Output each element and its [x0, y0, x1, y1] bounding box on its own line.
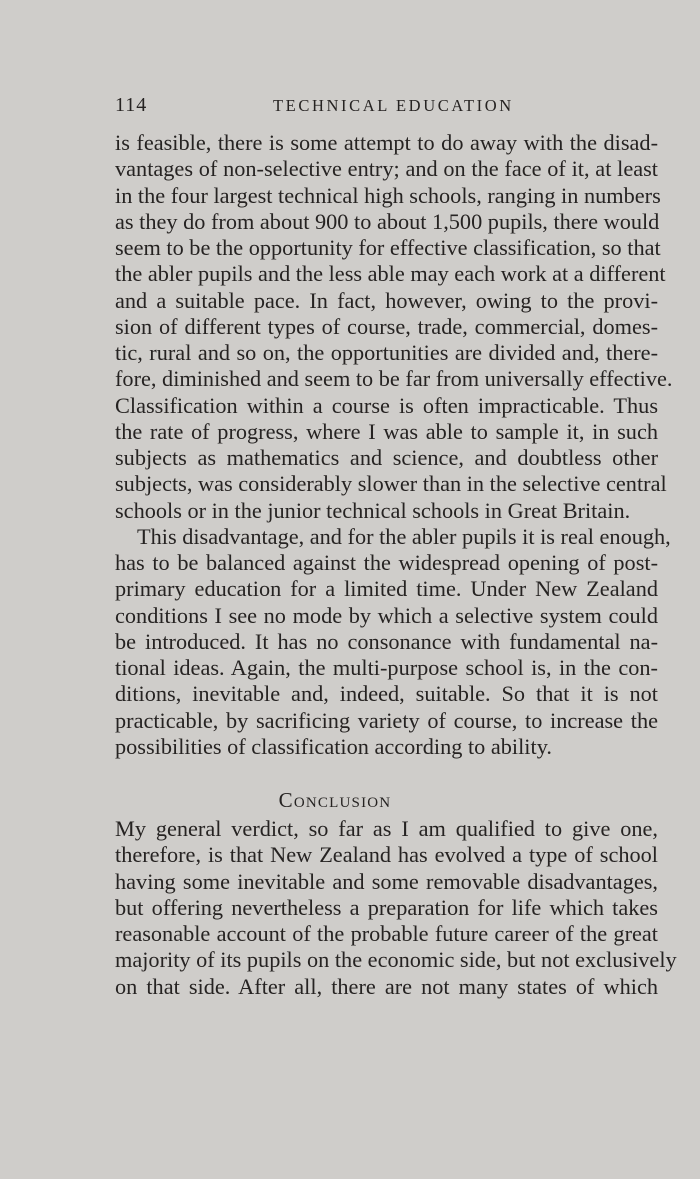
text-line: This disadvantage, and for the abler pupils it is real enough, — [137, 523, 671, 549]
text-line: practicable, by sacrificing variety of course, to increase the — [115, 707, 658, 733]
text-line: subjects as mathematics and science, and doubtless other — [115, 445, 658, 470]
text-line: the rate of progress, where I was able to sample it, in such — [115, 418, 658, 444]
text-line: tic, rural and so on, the opportunities are divided and, there- — [115, 340, 658, 365]
text-line: the abler pupils and the less able may each work at a different — [115, 261, 666, 287]
paragraph-1 — [115, 130, 673, 524]
text-line: and a suitable pace. In fact, however, owing to the provi- — [115, 287, 658, 313]
text-line: majority of its pupils on the economic side, but not exclusively — [115, 947, 677, 973]
text-line: vantages of non-selective entry; and on the face of it, at least — [115, 156, 658, 182]
text-line: Classification within a course is often impracticable. Thus — [115, 392, 658, 418]
page-number: 114 — [115, 94, 148, 116]
section-heading-text: Conclusion — [278, 788, 392, 812]
body-text — [115, 130, 673, 760]
text-line: but offering nevertheless a preparation for life which takes — [115, 894, 658, 920]
text-line: is feasible, there is some attempt to do away with the disad- — [115, 130, 658, 155]
text-line: reasonable account of the probable future career of the great — [115, 921, 658, 946]
text-line: as they do from about 900 to about 1,500 pupils, there would — [115, 208, 660, 234]
text-line: conditions I see no mode by which a selective system could — [115, 602, 658, 628]
running-head: TECHNICAL EDUCATION — [273, 96, 514, 115]
text-line: schools or in the junior technical schools in Great Britain. — [115, 497, 631, 523]
text-line: on that side. After all, there are not many states of which — [115, 973, 658, 999]
text-line: subjects, was considerably slower than in the selective central — [115, 471, 667, 497]
paragraph-2 — [115, 523, 671, 760]
section-heading — [0, 788, 700, 813]
text-line: seem to be the opportunity for effective classification, so that — [115, 235, 661, 260]
text-line: fore, diminished and seem to be far from universally effective. — [115, 366, 673, 392]
text-line: ditions, inevitable and, indeed, suitable. So that it is not — [115, 681, 658, 707]
text-line: My general verdict, so far as I am qualified to give one, — [115, 816, 658, 841]
conclusion-text — [115, 816, 677, 1000]
text-line: sion of different types of course, trade, commercial, domes- — [115, 313, 658, 339]
text-line: in the four largest technical high schools, ranging in numbers — [115, 182, 661, 208]
text-line: possibilities of classification according to ability. — [115, 733, 552, 759]
text-line: having some inevitable and some removable disadvantages, — [115, 868, 658, 894]
text-line: has to be balanced against the widespread opening of post- — [115, 550, 658, 575]
text-line: be introduced. It has no consonance with fundamental na- — [115, 628, 658, 654]
paragraph-3 — [115, 816, 677, 1000]
text-line: primary education for a limited time. Under New Zealand — [115, 576, 658, 602]
page-header — [115, 94, 658, 120]
text-line: tional ideas. Again, the multi-purpose school is, in the con- — [115, 655, 658, 680]
text-line: therefore, is that New Zealand has evolved a type of school — [115, 842, 658, 868]
